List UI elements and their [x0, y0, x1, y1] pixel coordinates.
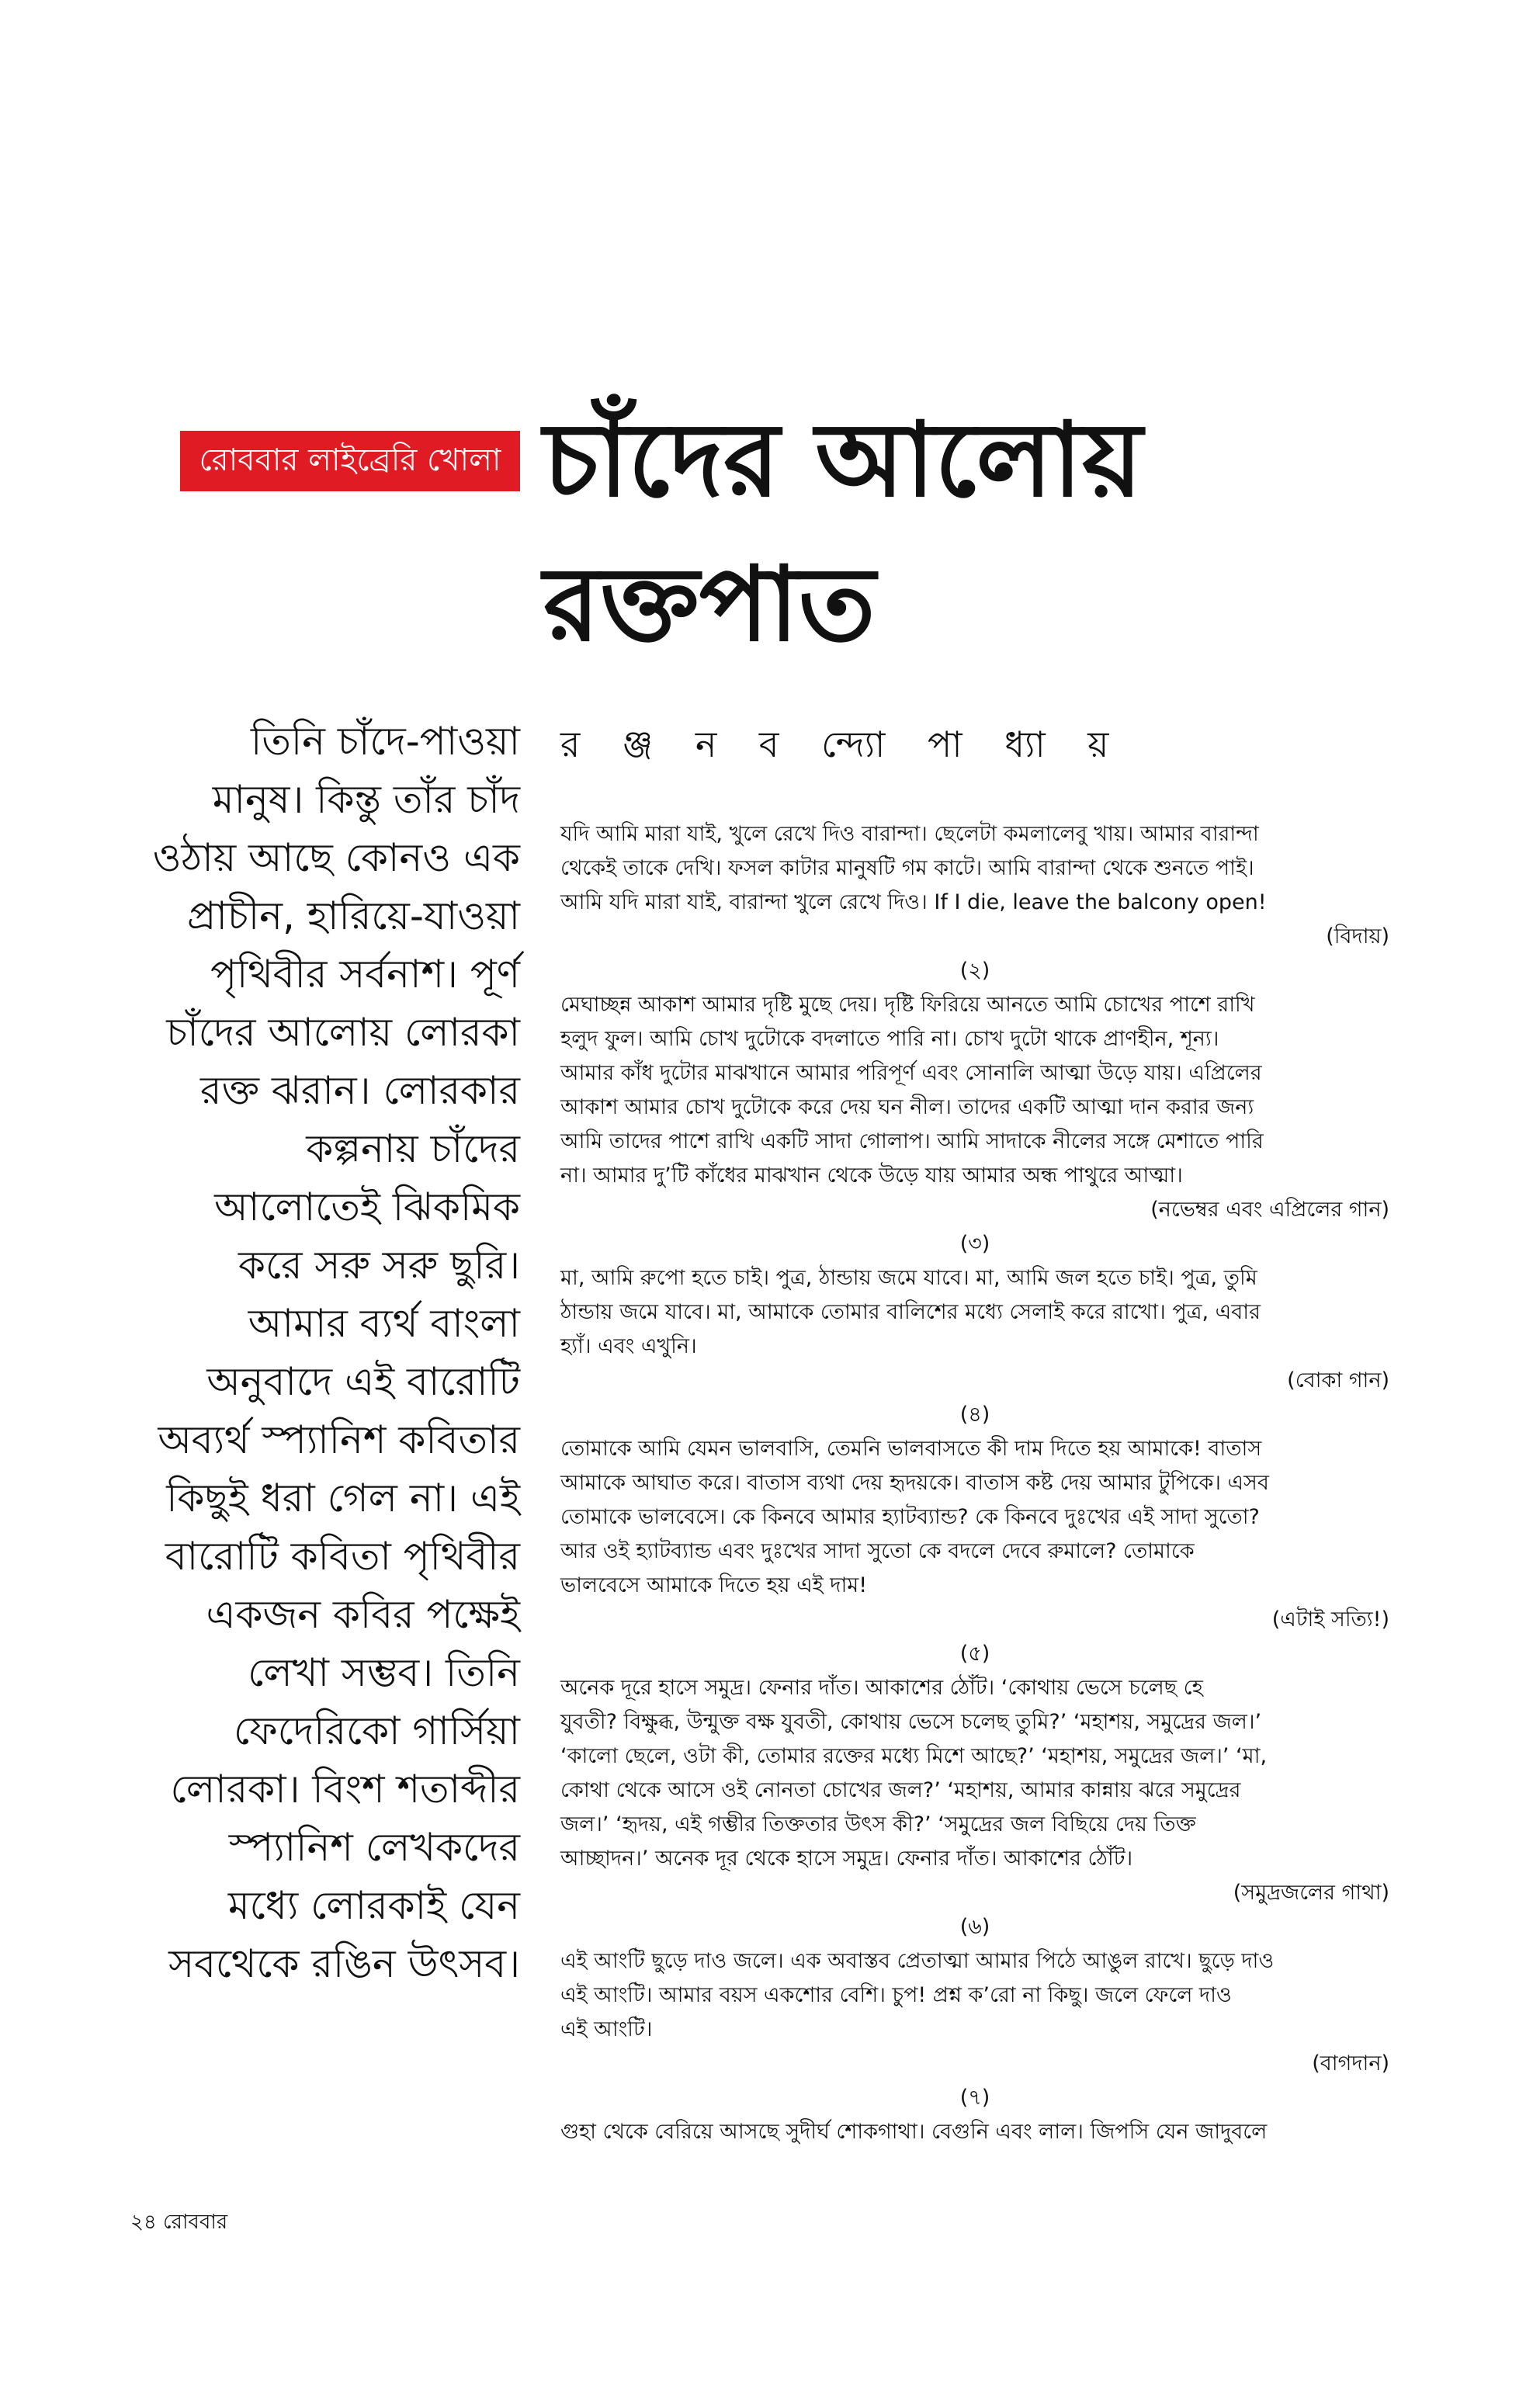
poem-line: আমি তাদের পাশে রাখি একটি সাদা গোলাপ। আমি সাদাকে নীলের সঙ্গে মেশাতে পারি: [560, 1129, 1264, 1153]
poem-number: (২): [959, 959, 990, 983]
poem-number: (৩): [959, 1232, 990, 1256]
poem-line: আকাশ আমার চোখ দুটোকে করে দেয় ঘন নীল। তাদের একটি আত্মা দান করার জন্য: [560, 1095, 1254, 1119]
poem-section: [560, 1227, 1389, 1398]
pull-quote-line: মধ্যে লোরকাই যেন: [227, 1883, 520, 1928]
poem-number: (৭): [959, 2086, 990, 2110]
poem-title: (বাগদান): [1312, 2051, 1389, 2076]
poem-line: তোমাকে ভালবেসে। কে কিনবে আমার হ্যাটব্যান্ড? কে কিনবে দুঃখের এই সাদা সুতো?: [560, 1505, 1260, 1529]
pull-quote-line: পৃথিবীর সর্বনাশ। পূর্ণ: [210, 952, 520, 997]
poem-line: অনেক দূরে হাসে সমুদ্র। ফেনার দাঁত। আকাশের ঠোঁট। ‘কোথায় ভেসে চলেছ হে: [560, 1676, 1203, 1700]
author-byline: র ঞ্জ ন ব ন্দ্যো পা ধ্যা য়: [560, 723, 1125, 765]
pull-quote-line: রক্ত ঝরান। লোরকার: [200, 1068, 520, 1113]
poem-line: এই আংটি ছুড়ে দাও জলে। এক অবাস্তব প্রেতাত্মা আমার পিঠে আঙুল রাখে। ছুড়ে দাও: [560, 1949, 1275, 1973]
article-title: [543, 388, 1475, 677]
poem-line: আমি যদি মারা যাই, বারান্দা খুলে রেখে দিও। If I die, leave the balcony open!: [560, 890, 1267, 914]
pull-quote-line: করে সরু সরু ছুরি।: [238, 1243, 520, 1288]
pull-quote-line: আমার ব্যর্থ বাংলা: [248, 1301, 520, 1346]
poem-line: কোথা থেকে আসে ওই নোনতা চোখের জল?’ ‘মহাশয়, আমার কান্নায় ঝরে সমুদ্রের: [560, 1778, 1241, 1802]
pull-quote-line: একজন কবির পক্ষেই: [206, 1592, 520, 1637]
poem-line: যদি আমি মারা যাই, খুলে রেখে দিও বারান্দা। ছেলেটা কমলালেবু খায়। আমার বারান্দা: [560, 822, 1259, 846]
poem-number: (৬): [959, 1915, 990, 1939]
poem-title: (এটাই সত্যি!): [1271, 1607, 1389, 1632]
poem-line: এই আংটি।: [560, 2017, 653, 2041]
pull-quote-line: মানুষ। কিন্তু তাঁর চাঁদ: [212, 777, 520, 822]
poem-section: [560, 1910, 1389, 2081]
poem-section: [560, 954, 1389, 1227]
poem-line: ‘কালো ছেলে, ওটা কী, তোমার রক্তের মধ্যে মিশে আছে?’ ‘মহাশয়, সমুদ্রের জল।’ ‘মা,: [560, 1744, 1268, 1768]
poem-line: হ্যাঁ। এবং এখুনি।: [560, 1334, 697, 1358]
title-line-2: রক্তপাত: [543, 545, 876, 664]
poem-line: জল।’ ‘হৃদয়, এই গম্ভীর তিক্ততার উৎস কী?’ ‘সমুদ্রের জল বিছিয়ে দেয় তিক্ত: [560, 1812, 1196, 1836]
poem-line: না। আমার দু’টি কাঁধের মাঝখান থেকে উড়ে যায় আমার অন্ধ পাথুরে আত্মা।: [560, 1164, 1183, 1188]
pull-quote-line: আলোতেই ঝিকমিক: [214, 1184, 520, 1229]
poem-line: যুবতী? বিক্ষুব্ধ, উন্মুক্ত বক্ষ যুবতী, কোথায় ভেসে চলেছ তুমি?’ ‘মহাশয়, সমুদ্রের জল।’: [560, 1710, 1262, 1734]
pull-quote-line: বারোটি কবিতা পৃথিবীর: [165, 1534, 520, 1579]
page-footer: ২৪ রোববার: [130, 2211, 228, 2234]
pull-quote-line: অব্যর্থ স্প্যানিশ কবিতার: [158, 1417, 520, 1462]
poem-line: গুহা থেকে বেরিয়ে আসছে সুদীর্ঘ শোকগাথা। বেগুনি এবং লাল। জিপসি যেন জাদুবলে: [560, 2120, 1268, 2144]
poem-title: (সমুদ্রজলের গাথা): [1233, 1881, 1389, 1905]
pull-quote-line: অনুবাদে এই বারোটি: [206, 1359, 520, 1404]
poem-section: [560, 1637, 1389, 1910]
pull-quote-line: প্রাচীন, হারিয়ে-যাওয়া: [187, 893, 520, 938]
poem-line: ঠান্ডায় জমে যাবে। মা, আমাকে তোমার বালিশের মধ্যে সেলাই করে রাখো। পুত্র, এবার: [560, 1300, 1261, 1324]
poem-title: (নভেম্বর এবং এপ্রিলের গান): [1150, 1198, 1389, 1222]
pull-quote-line: লেখা সম্ভব। তিনি: [248, 1650, 520, 1695]
poem-line: এই আংটি। আমার বয়স একশোর বেশি। চুপ! প্রশ্ন ক’রো না কিছু। জলে ফেলে দাও: [560, 1983, 1232, 2007]
title-line-1: চাঁদের আলোয়: [543, 401, 1143, 520]
poem-line: মেঘাচ্ছন্ন আকাশ আমার দৃষ্টি মুছে দেয়। দৃষ্টি ফিরিয়ে আনতে আমি চোখের পাশে রাখি: [560, 993, 1255, 1017]
pull-quote-line: চাঁদের আলোয় লোরকা: [166, 1010, 520, 1055]
poem-section: [560, 817, 1389, 954]
pull-quote-line: সবথেকে রঙিন উৎসব।: [168, 1941, 520, 1986]
poem-line: মা, আমি রুপো হতে চাই। পুত্র, ঠান্ডায় জমে যাবে। মা, আমি জল হতে চাই। পুত্র, তুমি: [560, 1266, 1257, 1290]
poem-line: আর ওই হ্যাটব্যান্ড এবং দুঃখের সাদা সুতো কে বদলে দেবে রুমালে? তোমাকে: [560, 1539, 1195, 1563]
poem-title: (বোকা গান): [1287, 1368, 1389, 1392]
poem-section: [560, 1398, 1389, 1637]
poem-section: [560, 2081, 1389, 2149]
poem-line: আমাকে আঘাত করে। বাতাস ব্যথা দেয় হৃদয়কে। বাতাস কষ্ট দেয় আমার টুপিকে। এসব: [560, 1471, 1269, 1495]
poem-line: তোমাকে আমি যেমন ভালবাসি, তেমনি ভালবাসতে কী দাম দিতে হয় আমাকে! বাতাস: [560, 1437, 1262, 1461]
poem-title: (বিদায়): [1326, 924, 1389, 949]
section-tag: রোববার লাইব্রেরি খোলা: [180, 431, 520, 491]
poem-line: ভালবেসে আমাকে দিতে হয় এই দাম!: [560, 1573, 868, 1597]
poem-line: হলুদ ফুল। আমি চোখ দুটোকে বদলাতে পারি না। চোখ দুটো থাকে প্রাণহীন, শূন্য।: [560, 1027, 1219, 1051]
pull-quote-line: লোরকা। বিংশ শতাব্দীর: [170, 1767, 520, 1812]
pull-quote-line: কল্পনায় চাঁদের: [306, 1126, 520, 1171]
pull-quote-line: ওঠায় আছে কোনও এক: [152, 835, 520, 880]
pull-quote-line: কিছুই ধরা গেল না। এই: [166, 1476, 520, 1521]
pull-quote: [116, 713, 520, 1993]
poem-column: [560, 817, 1389, 2149]
poem-line: আচ্ছাদন।’ অনেক দূর থেকে হাসে সমুদ্র। ফেনার দাঁত। আকাশের ঠোঁট।: [560, 1847, 1133, 1871]
poem-line: আমার কাঁধ দুটোর মাঝখানে আমার পরিপূর্ণ এবং সোনালি আত্মা উড়ে যায়। এপ্রিলের: [560, 1061, 1262, 1085]
poem-number: (৫): [959, 1642, 990, 1666]
pull-quote-line: তিনি চাঁদে-পাওয়া: [251, 719, 520, 764]
poem-line: থেকেই তাকে দেখি। ফসল কাটার মানুষটি গম কাটে। আমি বারান্দা থেকে শুনতে পাই।: [560, 856, 1254, 880]
pull-quote-line: স্প্যানিশ লেখকদের: [228, 1825, 520, 1870]
poem-number: (৪): [959, 1403, 990, 1427]
pull-quote-line: ফেদেরিকো গার্সিয়া: [233, 1708, 520, 1753]
